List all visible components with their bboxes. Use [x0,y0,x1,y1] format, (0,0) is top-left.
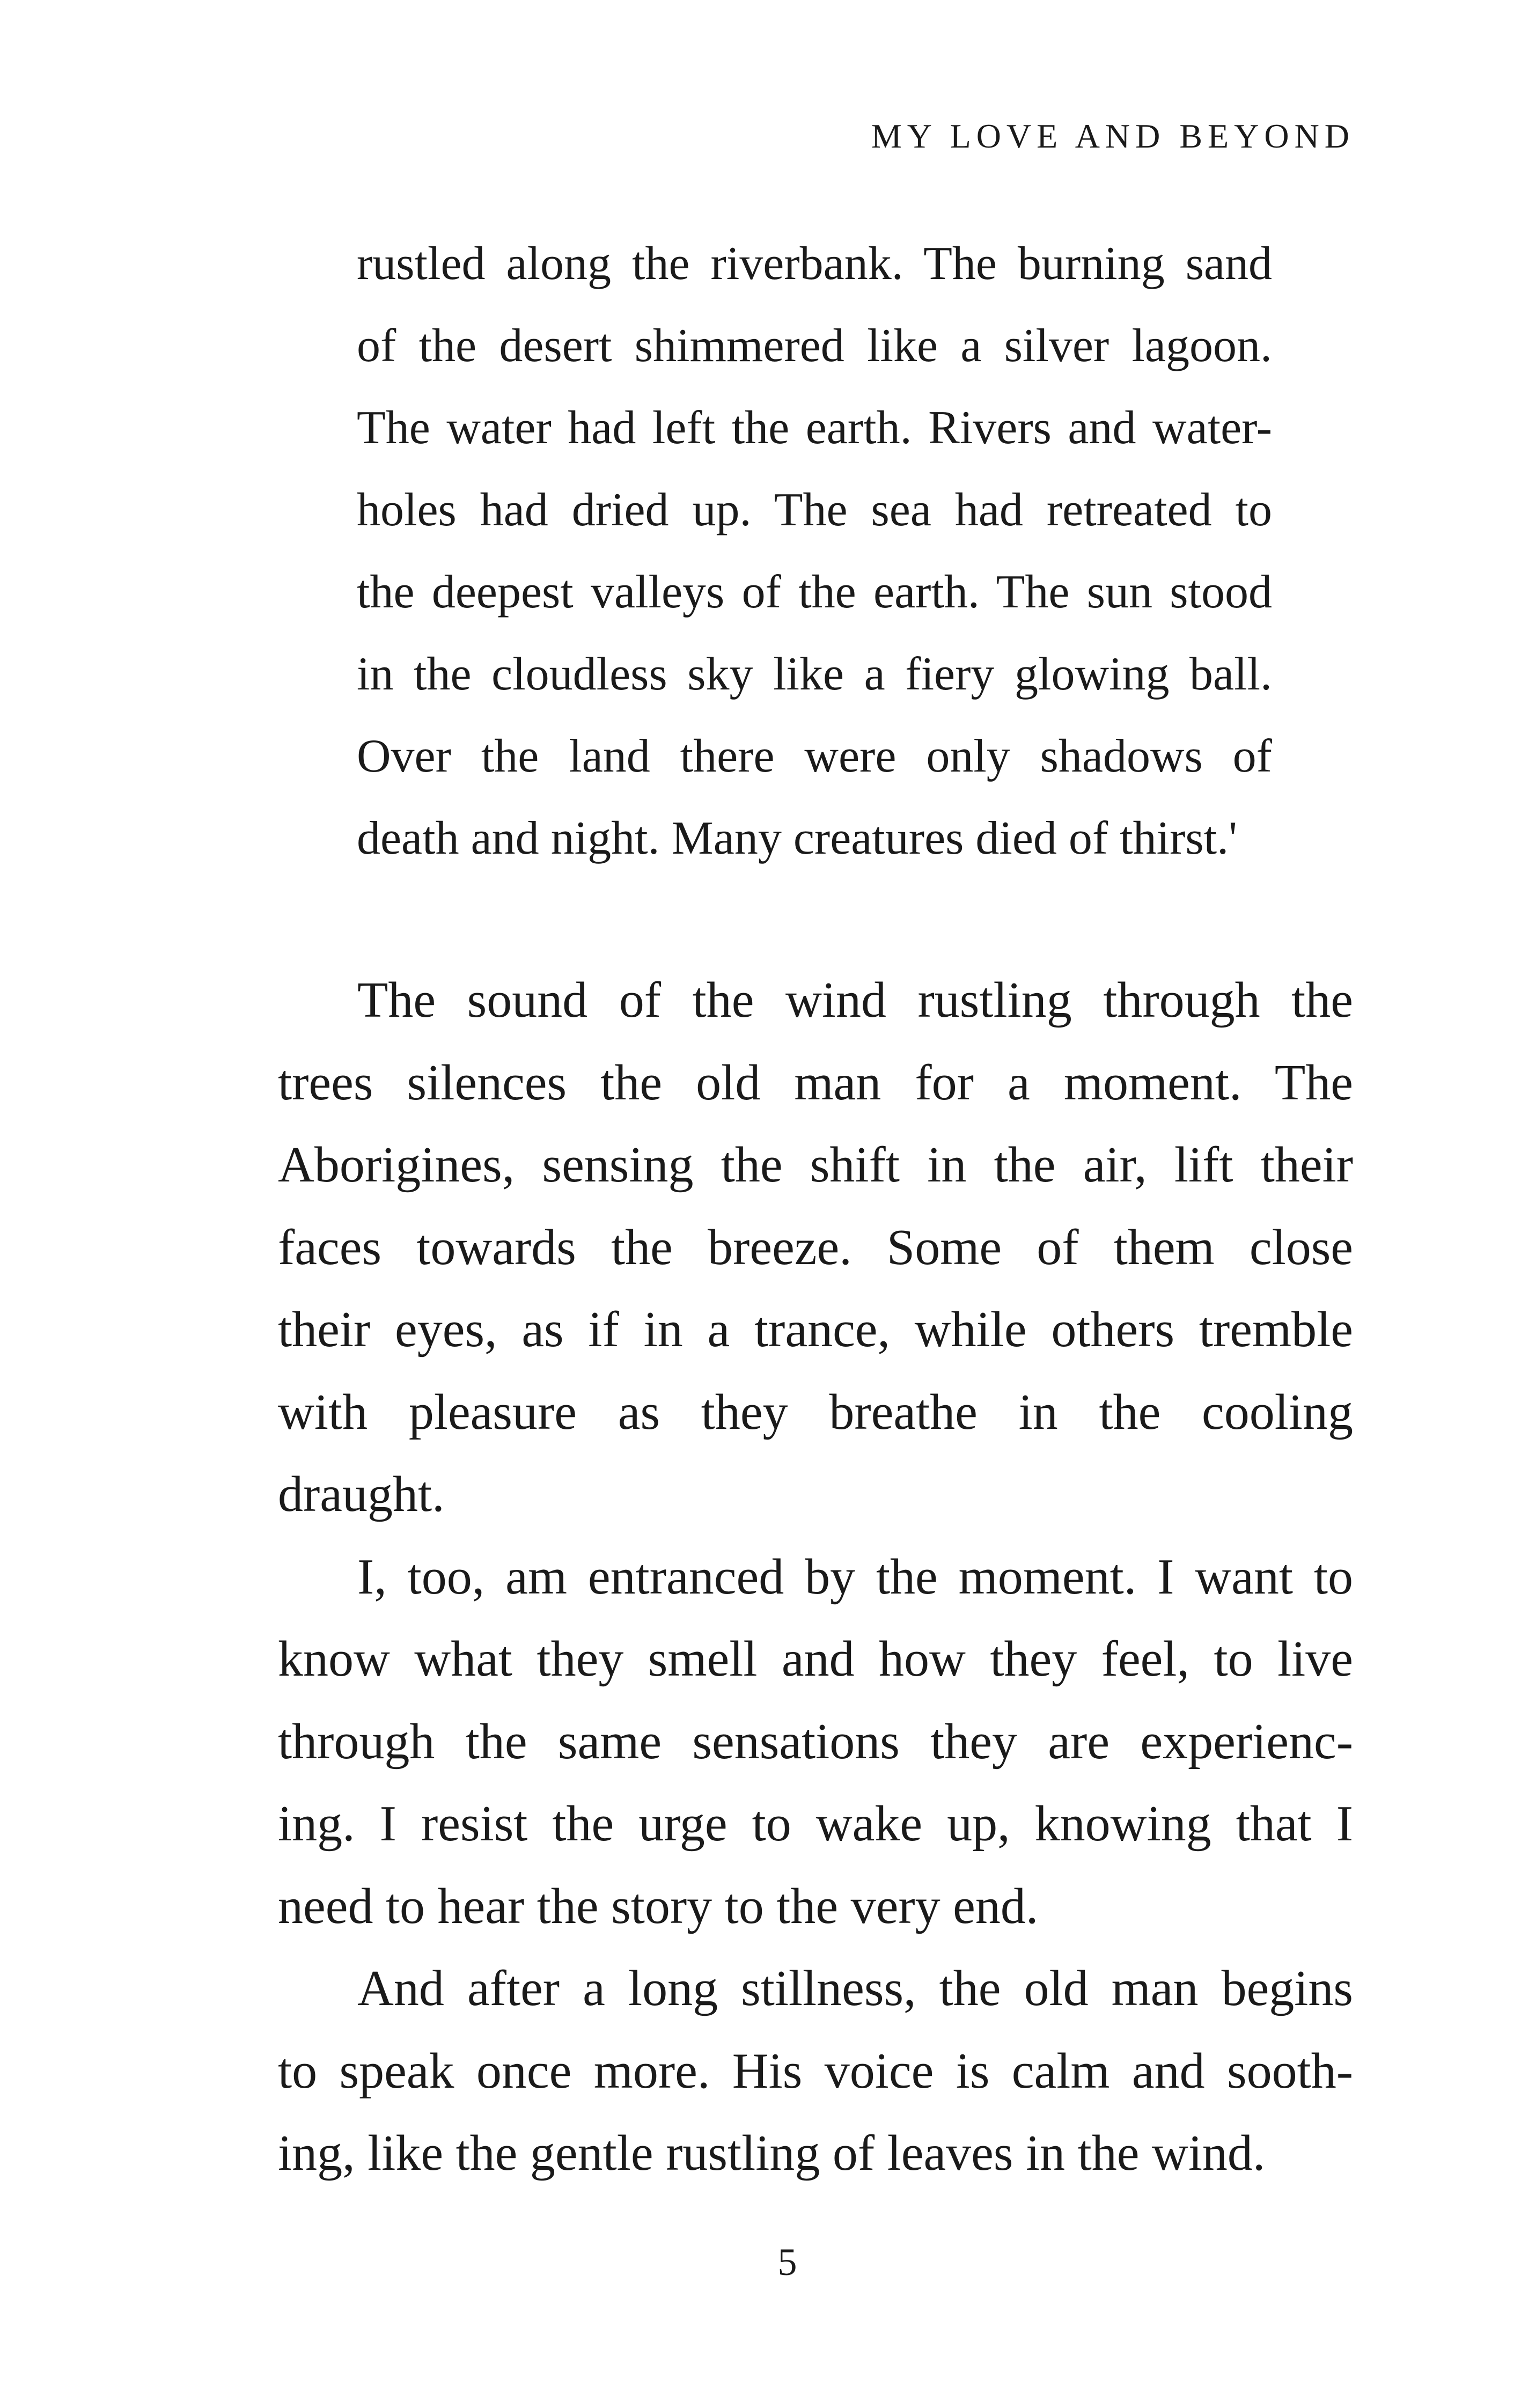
page-number: 5 [777,2241,797,2284]
body-line: faces towards the breeze. Some of them close [278,1219,1353,1275]
body-line: draught. [278,1466,445,1522]
quote-line: death and night. Many creatures died of thirst.' [357,812,1237,864]
paragraph-first-line: The sound of the wind rustling through the [357,972,1353,1028]
body-line: ing. I resist the urge to wake up, knowing that I [278,1796,1353,1852]
body-line: Aborigines, sensing the shift in the air, lift their [278,1137,1353,1193]
body-line: need to hear the story to the very end. [278,1878,1039,1934]
quote-line: rustled along the riverbank. The burning sand [357,238,1272,290]
quote-line: the deepest valleys of the earth. The sun stood [357,566,1272,618]
body-text [278,959,1353,2195]
body-line: with pleasure as they breathe in the cooling [278,1384,1353,1440]
running-header: MY LOVE AND BEYOND [871,117,1355,155]
body-line: through the same sensations they are experienc- [278,1713,1353,1770]
body-line: trees silences the old man for a moment. The [278,1054,1353,1111]
quoted-passage [357,223,1272,879]
quote-line: Over the land there were only shadows of [357,730,1272,782]
quote-line: The water had left the earth. Rivers and water- [357,402,1272,454]
quote-line: of the desert shimmered like a silver lagoon. [357,320,1272,372]
quote-line: holes had dried up. The sea had retreated to [357,484,1272,536]
body-line: know what they smell and how they feel, to live [278,1631,1353,1687]
body-line: their eyes, as if in a trance, while others tremble [278,1302,1353,1357]
paragraph-first-line: And after a long stillness, the old man begins [357,1961,1353,2016]
quote-line: in the cloudless sky like a fiery glowing ball. [357,648,1272,700]
body-line: to speak once more. His voice is calm and sooth- [278,2043,1353,2099]
paragraph-first-line: I, too, am entranced by the moment. I want to [357,1548,1353,1605]
body-line: ing, like the gentle rustling of leaves in the wind. [278,2125,1266,2181]
